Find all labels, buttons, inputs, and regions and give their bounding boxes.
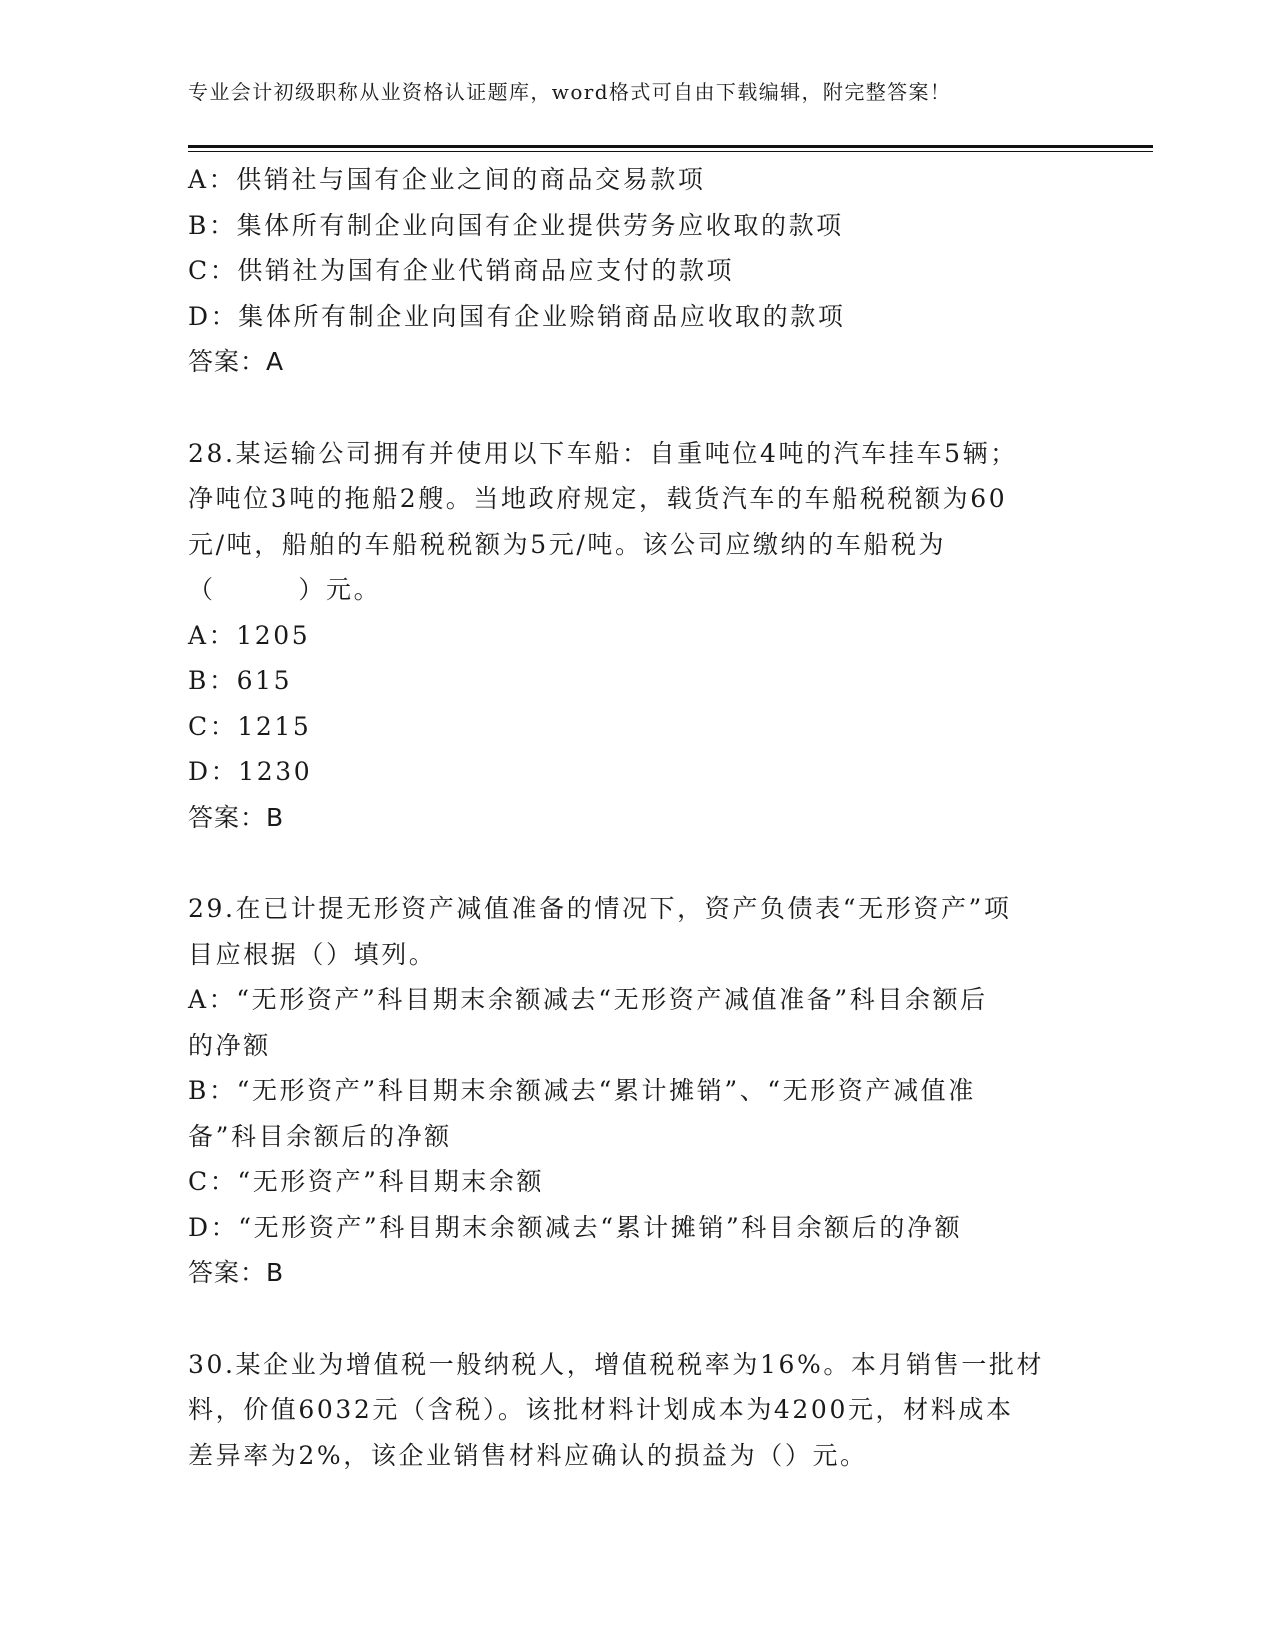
question-stem-line: 料，价值6032元（含税）。该批材料计划成本为4200元，材料成本	[188, 1395, 1014, 1424]
question-content	[188, 157, 1088, 1478]
option-d: D：“无形资产”科目期末余额减去“累计摊销”科目余额后的净额	[188, 1212, 963, 1242]
option-b: B：集体所有制企业向国有企业提供劳务应收取的款项	[188, 210, 844, 240]
question-stem-line: 29.在已计提无形资产减值准备的情况下，资产负债表“无形资产”项	[188, 894, 1012, 923]
question-stem-line: 目应根据（）填列。	[188, 939, 437, 969]
question-stem-line: 28.某运输公司拥有并使用以下车船：自重吨位4吨的汽车挂车5辆；	[188, 438, 1018, 468]
question-28-block	[188, 431, 1088, 841]
spacer	[188, 385, 1088, 431]
option-a: A：“无形资产”科目期末余额减去“无形资产减值准备”科目余额后	[188, 985, 988, 1014]
header-text: 专业会计初级职称从业资格认证题库，word格式可自由下载编辑，附完整答案！	[188, 80, 952, 104]
question-27-block	[188, 157, 1088, 385]
option-d: D：集体所有制企业向国有企业赊销商品应收取的款项	[188, 301, 846, 331]
option-b-continued: 备”科目余额后的净额	[188, 1121, 452, 1151]
option-a-continued: 的净额	[188, 1030, 271, 1060]
header-rule-thick	[188, 145, 1153, 148]
question-30-block	[188, 1342, 1088, 1479]
question-stem-line: 30.某企业为增值税一般纳税人，增值税税率为16%。本月销售一批材	[188, 1349, 1045, 1379]
option-c: C：1215	[188, 711, 312, 741]
question-stem-line: 差异率为2%，该企业销售材料应确认的损益为（）元。	[188, 1440, 868, 1470]
question-stem-line: （ ）元。	[188, 575, 382, 604]
answer-label: 答案：B	[188, 802, 285, 832]
spacer	[188, 1296, 1088, 1342]
option-b: B：615	[188, 666, 293, 695]
option-a: A：供销社与国有企业之间的商品交易款项	[188, 165, 706, 194]
option-b: B：“无形资产”科目期末余额减去“累计摊销”、“无形资产减值准	[188, 1076, 976, 1105]
question-stem-line: 净吨位3吨的拖船2艘。当地政府规定，载货汽车的车船税税额为60	[188, 484, 1008, 513]
answer-label: 答案：A	[188, 347, 285, 376]
option-a: A：1205	[188, 620, 311, 650]
answer-label: 答案：B	[188, 1258, 285, 1287]
question-29-block	[188, 886, 1088, 1296]
spacer	[188, 840, 1088, 886]
option-d: D：1230	[188, 757, 313, 786]
question-stem-line: 元/吨，船舶的车船税税额为5元/吨。该公司应缴纳的车船税为	[188, 529, 947, 559]
header-rule-thin	[188, 151, 1153, 152]
option-c: C：供销社为国有企业代销商品应支付的款项	[188, 256, 735, 285]
option-c: C：“无形资产”科目期末余额	[188, 1167, 545, 1196]
